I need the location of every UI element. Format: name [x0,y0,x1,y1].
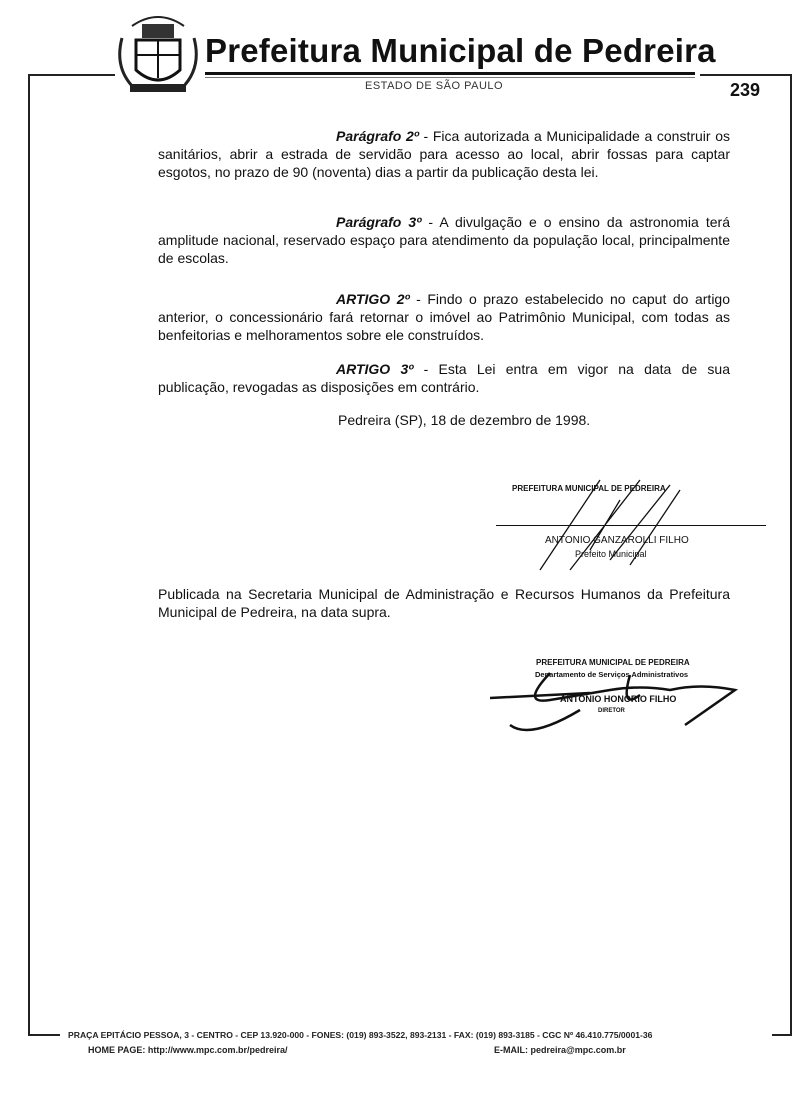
article-3 [158,360,730,396]
mayor-signature [530,470,730,580]
article-text: - Findo o prazo estabelecido no caput do artigo anterior, o concessionário fará retornar o imóvel ao Patrimônio Municipal, com todas as benfeitorias e melhoramentos sobre ele construídos. [158,291,730,343]
frame-top-left [28,74,115,1036]
coat-of-arms-logo [112,8,204,104]
paragraph-label: Parágrafo 3º [336,214,422,230]
mayor-stamp: PREFEITURA MUNICIPAL DE PEDREIRA [512,484,666,493]
title-underline-thin [205,77,695,78]
article-label: ARTIGO 3º [336,361,414,377]
page-number: 239 [730,80,761,100]
frame-bottom-left [28,1034,60,1036]
paragraph-2 [158,127,730,181]
paragraph-3 [158,213,730,267]
paragraph-text: - A divulgação e o ensino da astronomia terá amplitude nacional, reservado espaço para atendimento da população local, principalmente de escolas. [158,214,730,266]
letterhead-title: Prefeitura Municipal de Pedreira [205,32,716,69]
footer-address: PRAÇA EPITÁCIO PESSOA, 3 - CENTRO - CEP 13.920-000 - FONES: (019) 893-3522, 893-2131 - FAX: (019) 893-3185 - CGC Nº 46.410.775/0001-36 [68,1030,653,1040]
director-stamp: PREFEITURA MUNICIPAL DE PEDREIRA [536,658,690,667]
footer-homepage[interactable]: HOME PAGE: http://www.mpc.com.br/pedreira/ [88,1045,288,1055]
frame-bottom-right [772,1034,792,1036]
article-text: - Esta Lei entra em vigor na data de sua publicação, revogadas as disposições em contrário. [158,361,730,395]
article-2 [158,290,730,344]
mayor-title: Prefeito Municipal [575,549,647,559]
director-name: ANTONIO HONORIO FILHO [560,694,677,704]
director-signature [490,665,760,750]
article-label: ARTIGO 2º [336,291,410,307]
paragraph-text: - Fica autorizada a Municipalidade a construir os sanitários, abrir a estrada de servidão para acesso ao local, abrir fossas para captar esgotos, no prazo de 90 (noventa) dias a partir da publicação desta lei. [158,128,730,180]
title-underline [205,72,695,75]
director-title: DIRETOR [598,708,625,714]
state-subtitle: ESTADO DE SÃO PAULO [365,80,504,92]
paragraph-label: Parágrafo 2º [336,128,419,144]
mayor-name: ANTONIO GANZAROLLI FILHO [545,535,689,546]
publication-note: Publicada na Secretaria Municipal de Administração e Recursos Humanos da Prefeitura Municipal de Pedreira, na data supra. [158,586,730,620]
director-department: Departamento de Serviços Administrativos [535,670,689,679]
date-line: Pedreira (SP), 18 de dezembro de 1998. [338,412,591,428]
footer-email[interactable]: E-MAIL: pedreira@mpc.com.br [494,1045,626,1055]
